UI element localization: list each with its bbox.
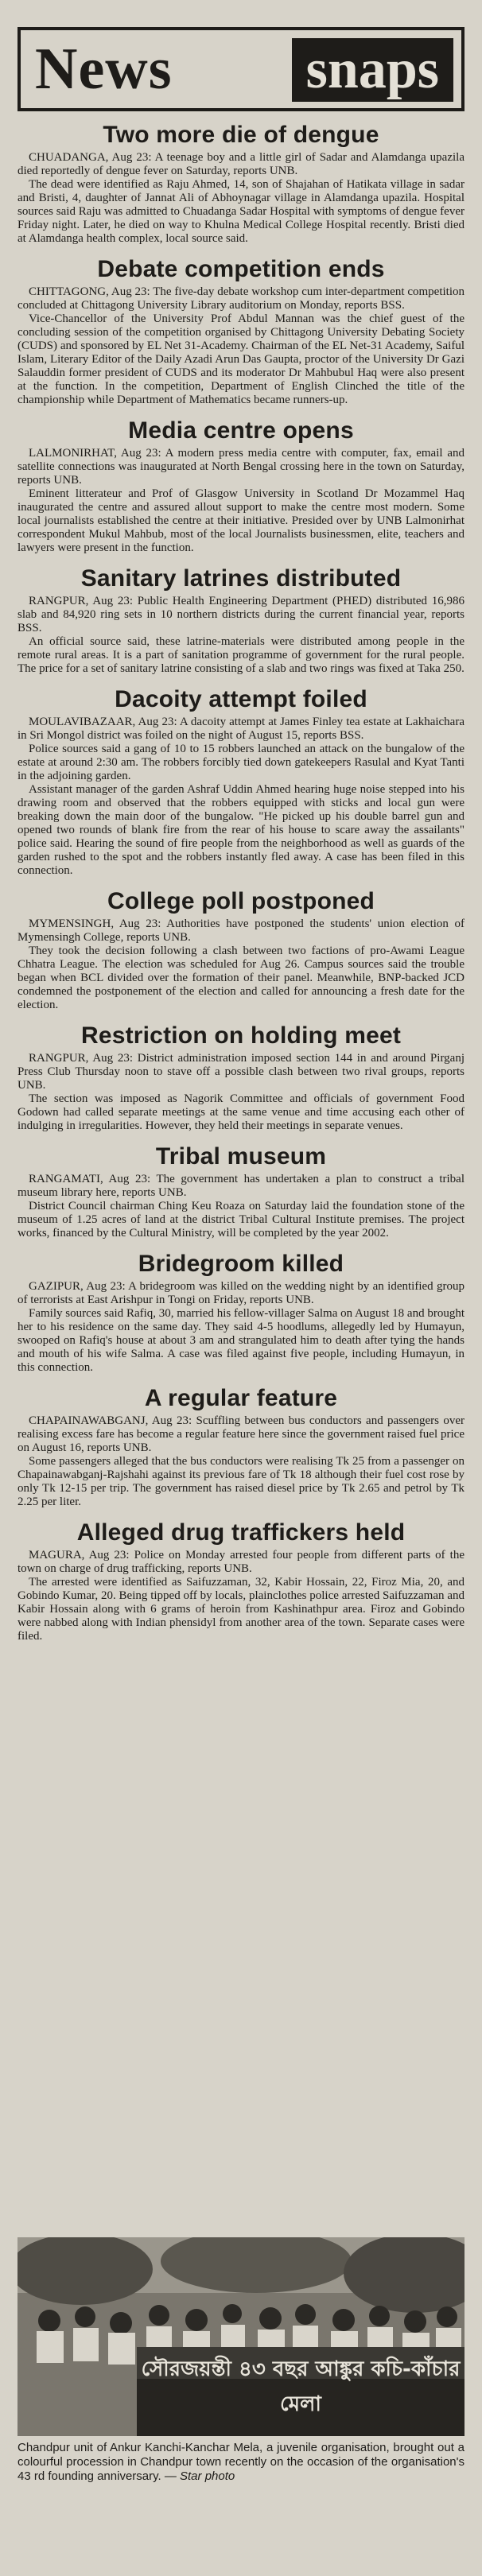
story-headline: Restriction on holding meet (80, 1022, 402, 1049)
story-paragraph: RANGPUR, Aug 23: District administration imposed section 144 in and around Pirganj Press Club Thursday noon to stave off a possible clash between two rival groups, reports UNB. (17, 1052, 465, 1092)
story-paragraph: RANGPUR, Aug 23: Public Health Engineering Department (PHED) distributed 16,986 slab and 84,920 ring sets in 10 northern districts during the current financial year, reports BSS. (17, 595, 465, 634)
story-headline: Alleged drug traffickers held (76, 1519, 406, 1546)
story-headline: Bridegroom killed (138, 1251, 344, 1277)
news-story (17, 1519, 465, 1643)
masthead-snaps: snaps (292, 38, 453, 102)
banner-text: সৌরজয়ন্তী ৪৩ বছর আঙ্কুর কচি-কাঁচার মেলা (141, 2357, 461, 2416)
story-paragraph: Family sources said Rafiq, 30, married his fellow-villager Salma on August 18 and brought her to his residence on the same day. They said 4-5 hoodlums, allegedly led by Humayun, swooped on Rafiq's house at about 3 am and strangulated him to death after tying the hands and mouth of his wife Salma. A case was filed against five people, including Humayun, in this connection. (17, 1307, 465, 1374)
news-story (17, 887, 465, 1012)
story-headline: Tribal museum (155, 1143, 327, 1170)
story-paragraph: CHAPAINAWABGANJ, Aug 23: Scuffling between bus conductors and passengers over realising excess fare has become a regular feature here since the government raised fuel price on August 16, reports UNB. (17, 1414, 465, 1454)
story-paragraph: MOULAVIBAZAAR, Aug 23: A dacoity attempt at James Finley tea estate at Lakhaichara in Sri Mongol district was foiled on the night of August 15, reports BSS. (17, 716, 465, 742)
masthead (17, 27, 465, 111)
story-paragraph: CHUADANGA, Aug 23: A teenage boy and a little girl of Sadar and Alamdanga upazila died reportedly of dengue fever on Saturday, reports UNB. (17, 151, 465, 177)
story-paragraph: RANGAMATI, Aug 23: The government has undertaken a plan to construct a tribal museum library here, reports UNB. (17, 1173, 465, 1199)
story-paragraph: They took the decision following a clash between two factions of pro-Awami League Chhatra League. The election was scheduled for Aug 26. Campus sources said the trouble began when BCL divided over the formation of their panel. Meanwhile, BNP-backed JCD condemned the postponement of the election and called for announcing a fresh date for the election. (17, 945, 465, 1011)
news-story (17, 1143, 465, 1240)
news-page (0, 27, 482, 2576)
story-paragraph: MAGURA, Aug 23: Police on Monday arrested four people from different parts of the town on charge of drug trafficking, reports UNB. (17, 1549, 465, 1575)
story-paragraph: CHITTAGONG, Aug 23: The five-day debate workshop cum inter-department competition concluded at Chittagong University Library auditorium on Monday, reports BSS. (17, 285, 465, 312)
masthead-news: News (35, 37, 173, 102)
story-headline: Media centre opens (128, 417, 354, 444)
news-story (17, 564, 465, 676)
story-headline: Dacoity attempt foiled (115, 686, 367, 712)
procession-photo (17, 2237, 465, 2436)
story-paragraph: GAZIPUR, Aug 23: A bridegroom was killed on the wedding night by an identified group of terrorists at East Arishpur in Tongi on Friday, reports UNB. (17, 1280, 465, 1306)
news-story (17, 1250, 465, 1375)
photo-caption (17, 2441, 465, 2484)
story-paragraph: Vice-Chancellor of the University Prof Abdul Mannan was the chief guest of the concluding session of the competition organised by Chittagong University Debating Society (CUDS) and sponsored by EL Net 31-Academy. Chairman of the EL Net-31 Academy, Saiful Islam, Literary Editor of the Daily Azadi Arun Das Gaupta, proctor of the University Dr Gazi Salauddin former president of CUDS and its moderator Dr Mahbubul Haq were also present at the function. In the competition, Department of English Clinched the title of the championship while Department of Mathematics became runners-up. (17, 312, 465, 406)
news-story (17, 417, 465, 555)
stories-column (17, 121, 465, 1643)
story-paragraph: Police sources said a gang of 10 to 15 robbers launched an attack on the bungalow of the estate at around 2:30 am. The robbers forcibly tied down gatekeepers Rasulal and Kyat Tanti in the adjoining garden. (17, 743, 465, 782)
story-paragraph: District Council chairman Ching Keu Roaza on Saturday laid the foundation stone of the museum of 1.25 acres of land at the district Tribal Cultural Institute premises. The project works, financed by the Cultural Ministry, will be completed by the year 2002. (17, 1200, 465, 1240)
story-paragraph: Some passengers alleged that the bus conductors were realising Tk 25 from a passenger on Chapainawabganj-Rajshahi against its previous fare of Tk 18 although their fuel cost rose by only Tk 12-15 per trip. The government has raised diesel price by Tk 2.65 and petrol by Tk 2.25 per liter. (17, 1455, 465, 1508)
news-story (17, 1384, 465, 1509)
story-paragraph: LALMONIRHAT, Aug 23: A modern press media centre with computer, fax, email and satellite connections was inaugurated at North Bengal crossing here in the town on Saturday, reports UNB. (17, 447, 465, 487)
photo-credit: — Star photo (164, 2469, 235, 2483)
story-headline: Two more die of dengue (103, 122, 379, 148)
story-paragraph: The dead were identified as Raju Ahmed, 14, son of Shajahan of Hatikata village in sadar and Bristi, 4, daughter of Jannat Ali of Abhoynagar village in Alamdanga upazila. Hospital sources said Raju was admitted to Chuadanga Sadar Hospital with symptoms of dengue fever Friday night. Later, he died on way to Khulna Medical College Hospital recently. Bristi died at Alamdanga health complex, local source said. (17, 178, 465, 245)
story-headline: A regular feature (144, 1385, 338, 1411)
story-paragraph: The section was imposed as Nagorik Committee and officials of government Food Godown had called separate meetings at the same venue and time accusing each other of indulging in irregularities. However, they held their meetings in separate venues. (17, 1092, 465, 1132)
caption-text: Chandpur unit of Ankur Kanchi-Kanchar Mela, a juvenile organisation, brought out a colourful procession in Chandpur town recently on the occasion of the organisation's 43 rd founding anniversary. (17, 2441, 465, 2483)
story-headline: College poll postponed (107, 888, 375, 914)
story-paragraph: The arrested were identified as Saifuzzaman, 32, Kabir Hossain, 22, Firoz Mia, 20, and Gobindo Kumar, 20. Being tipped off by locals, plainclothes police arrested Saifuzzaman and Kabir Hossain along with 6 grams of heroin from Kashinathpur area. Firoz and Gobindo were nabbed along with Indian phensidyl from another area of the town. Separate cases were filed. (17, 1576, 465, 1643)
story-paragraph: MYMENSINGH, Aug 23: Authorities have postponed the students' union election of Mymensingh College, reports UNB. (17, 918, 465, 944)
news-story (17, 121, 465, 246)
news-story (17, 255, 465, 407)
story-paragraph: Assistant manager of the garden Ashraf Uddin Ahmed hearing huge noise stepped into his drawing room and observed that the robbers equipped with sticks and local gun were breaking down the main door of the bungalow. "He picked up his double barrel gun and opened two rounds of blank fire from the rear of his house to scare away the assailants" police said. Hearing the sound of fire people from the neighborhood as well as guards of the garden rushed to the spot and the robbers instantly fled away. A case has been filed in this connection. (17, 783, 465, 877)
story-paragraph: Eminent litterateur and Prof of Glasgow University in Scotland Dr Mozammel Haq inaugurated the centre and assured allout support to make the centre most modern. Some local journalists established the centre at their initiative. Presided over by UNB Lalmonirhat correspondent Mukul Mahbub, most of the local Journalists businessmen, elite, teachers and lawyers were present in the function. (17, 487, 465, 554)
story-paragraph: An official source said, these latrine-materials were distributed among people in the remote rural areas. It is a part of sanitation programme of government for the rural people. The price for a set of sanitary latrine consisting of a slab and two rings was fixed at Taka 250. (17, 635, 465, 675)
story-headline: Debate competition ends (97, 256, 385, 282)
story-headline: Sanitary latrines distributed (80, 565, 402, 592)
news-story (17, 685, 465, 878)
news-story (17, 1022, 465, 1133)
